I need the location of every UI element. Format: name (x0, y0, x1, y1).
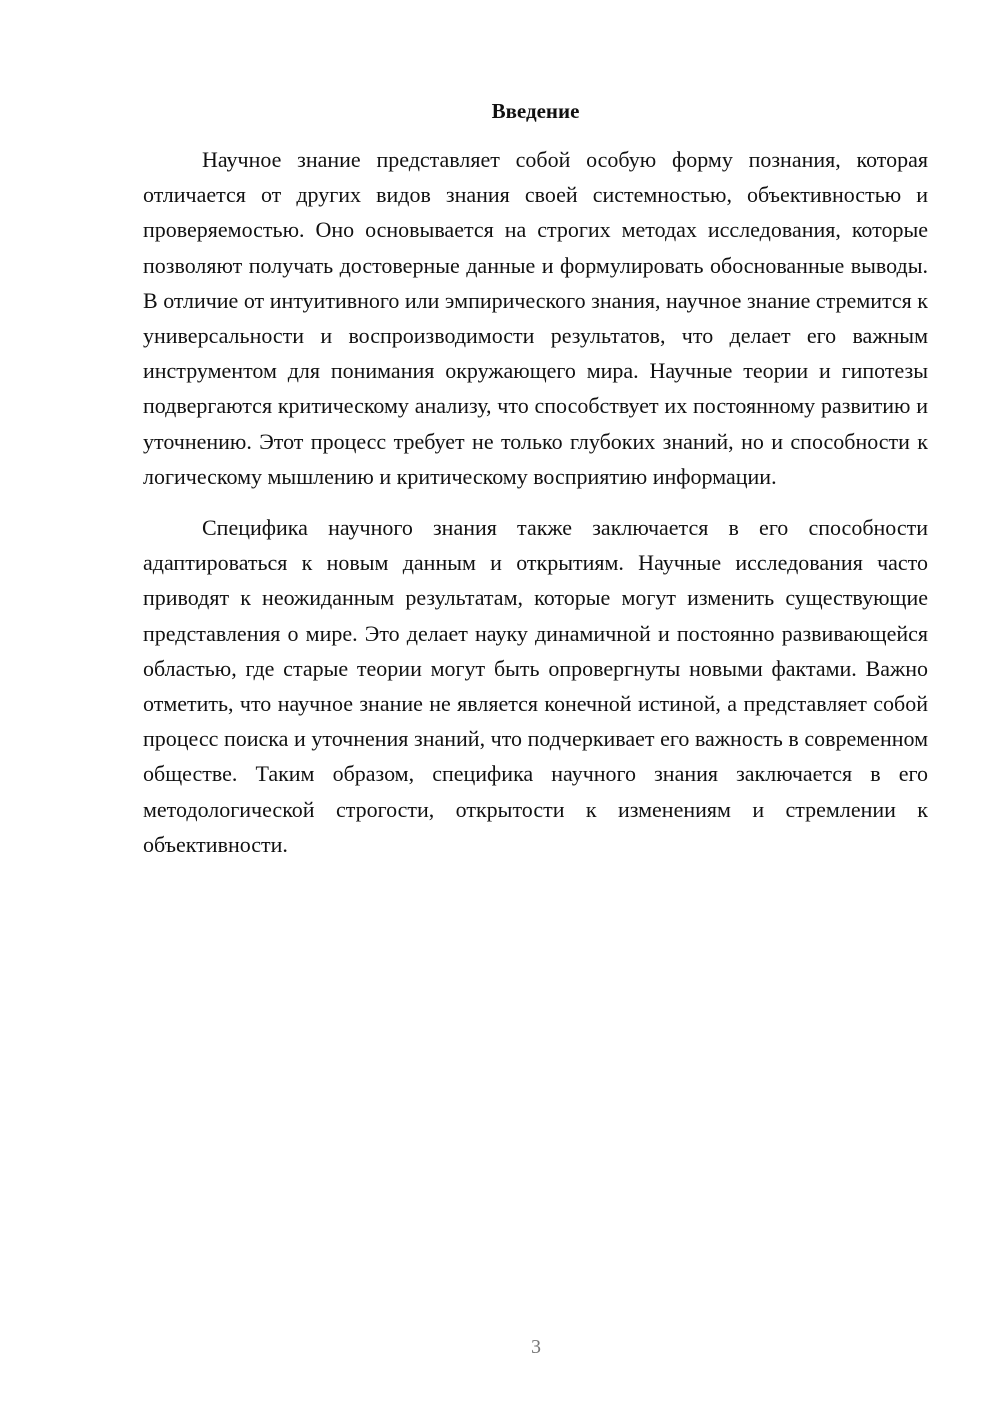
body-text (143, 142, 928, 862)
page-number: 3 (531, 1336, 541, 1358)
section-title: Введение (491, 99, 580, 123)
paragraph-2: Специфика научного знания также заключается в его способности адаптироваться к новым данным и открытиям. Научные исследования часто приводят к неожиданным результатам, которые могут изменить существующие представления о мире. Это делает науку динамичной и постоянно развивающейся областью, где старые теории могут быть опровергнуты новыми фактами. Важно отметить, что научное знание не является конечной истиной, а представляет собой процесс поиска и уточнения знаний, что подчеркивает его важность в современном обществе. Таким образом, специфика научного знания заключается в его методологической строгости, открытости к изменениям и стремлении к объективности. (143, 515, 928, 857)
paragraph-1: Научное знание представляет собой особую форму познания, которая отличается от других видов знания своей системностью, объективностью и проверяемостью. Оно основывается на строгих методах исследования, которые позволяют получать достоверные данные и формулировать обоснованные выводы. В отличие от интуитивного или эмпирического знания, научное знание стремится к универсальности и воспроизводимости результатов, что делает его важным инструментом для понимания окружающего мира. Научные теории и гипотезы подвергаются критическому анализу, что способствует их постоянному развитию и уточнению. Этот процесс требует не только глубоких знаний, но и способности к логическому мышлению и критическому восприятию информации. (143, 147, 928, 489)
